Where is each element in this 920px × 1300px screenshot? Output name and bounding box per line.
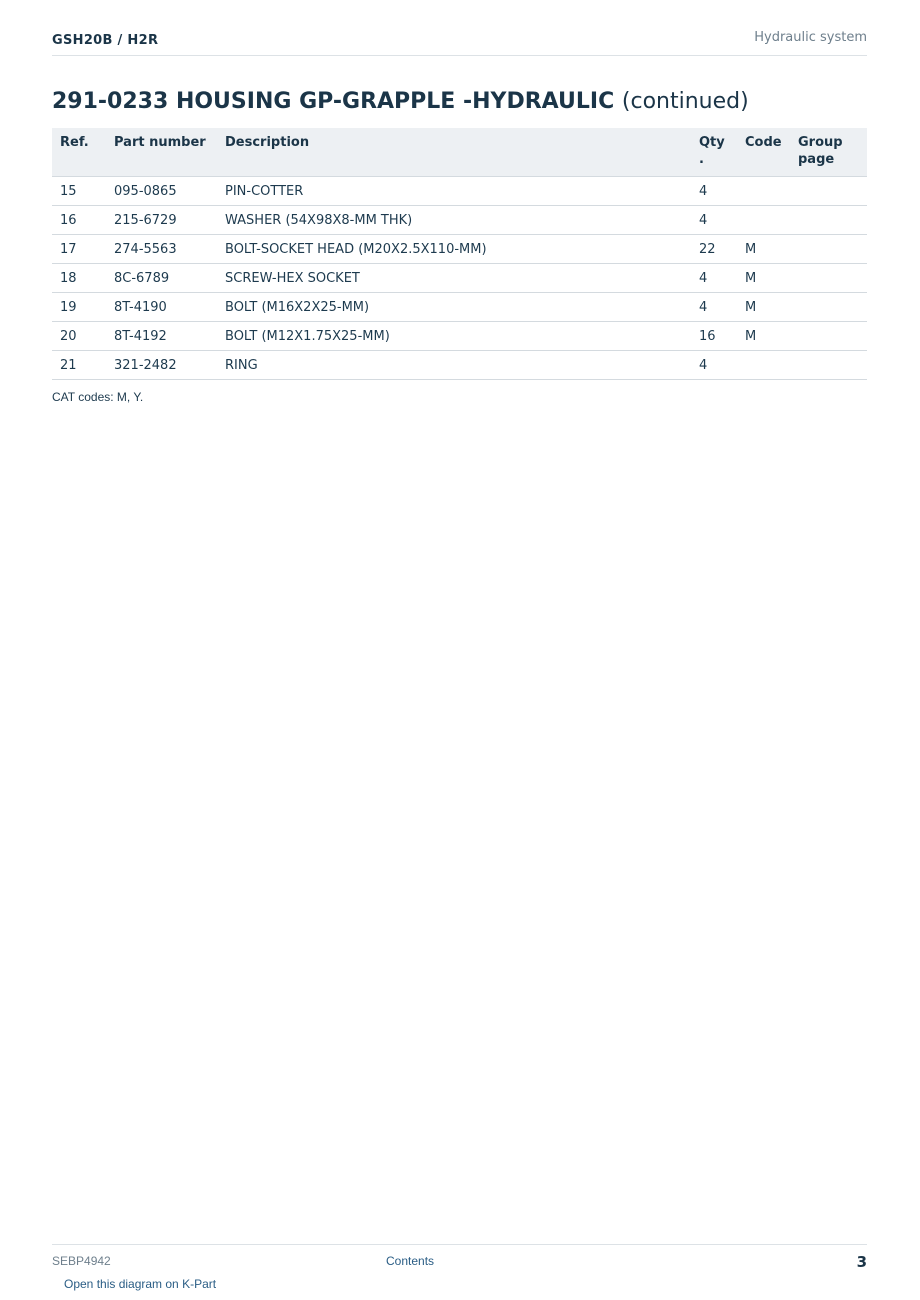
open-in-kpart-link[interactable]: Open this diagram on K-Part (64, 1277, 217, 1291)
cell-description: PIN-COTTER (217, 177, 691, 206)
cell-description: WASHER (54X98X8-MM THK) (217, 206, 691, 235)
model-label: GSH20B / H2R (52, 33, 159, 48)
table-row (52, 177, 867, 206)
page-number: 3 (856, 1253, 867, 1271)
cell-ref: 16 (52, 206, 106, 235)
cell-ref: 21 (52, 351, 106, 380)
cell-group-page (790, 351, 867, 380)
cell-ref: 18 (52, 264, 106, 293)
page-footer (52, 1244, 867, 1275)
cell-qty: 4 (691, 264, 737, 293)
column-header-part-number: Part number (106, 128, 217, 177)
contents-link[interactable]: Contents (386, 1254, 435, 1268)
table-header-row (52, 128, 867, 177)
cell-group-page (790, 177, 867, 206)
cell-code: M (737, 235, 790, 264)
cat-codes-note: CAT codes: M, Y. (52, 390, 144, 404)
cell-ref: 15 (52, 177, 106, 206)
cell-qty: 22 (691, 235, 737, 264)
cell-ref: 20 (52, 322, 106, 351)
column-header-group-page (790, 128, 867, 177)
column-header-description: Description (217, 128, 691, 177)
cell-group-page (790, 264, 867, 293)
table-row (52, 206, 867, 235)
cell-description: BOLT-SOCKET HEAD (M20X2.5X110-MM) (217, 235, 691, 264)
cell-qty: 4 (691, 351, 737, 380)
page-header (52, 29, 867, 56)
cell-qty: 4 (691, 206, 737, 235)
table-row (52, 235, 867, 264)
column-header-ref: Ref. (52, 128, 106, 177)
page-title (52, 89, 749, 114)
title-main: 291-0233 HOUSING GP-GRAPPLE -HYDRAULIC (52, 89, 615, 114)
document-id: SEBP4942 (52, 1254, 111, 1268)
cell-description: RING (217, 351, 691, 380)
table-row (52, 351, 867, 380)
cell-part-number: 274-5563 (106, 235, 217, 264)
cell-ref: 17 (52, 235, 106, 264)
cell-group-page (790, 235, 867, 264)
cell-description: BOLT (M16X2X25-MM) (217, 293, 691, 322)
cell-group-page (790, 293, 867, 322)
cell-code (737, 206, 790, 235)
column-header-qty (691, 128, 737, 177)
cell-description: SCREW-HEX SOCKET (217, 264, 691, 293)
qty-header-line2: . (699, 152, 704, 167)
group-header-line1: Group (798, 135, 843, 150)
cell-code (737, 177, 790, 206)
title-suffix: (continued) (621, 89, 749, 114)
cell-group-page (790, 206, 867, 235)
cell-description: BOLT (M12X1.75X25-MM) (217, 322, 691, 351)
group-header-line2: page (798, 152, 835, 167)
cell-part-number: 321-2482 (106, 351, 217, 380)
column-header-code: Code (737, 128, 790, 177)
cell-code: M (737, 264, 790, 293)
cell-qty: 4 (691, 293, 737, 322)
cell-group-page (790, 322, 867, 351)
cell-qty: 16 (691, 322, 737, 351)
cell-code: M (737, 293, 790, 322)
cell-code (737, 351, 790, 380)
cell-part-number: 095-0865 (106, 177, 217, 206)
cell-part-number: 8C-6789 (106, 264, 217, 293)
cell-qty: 4 (691, 177, 737, 206)
cell-ref: 19 (52, 293, 106, 322)
section-label: Hydraulic system (754, 30, 867, 45)
cell-part-number: 8T-4192 (106, 322, 217, 351)
qty-header-line1: Qty (699, 135, 725, 150)
table-row (52, 322, 867, 351)
parts-table (52, 128, 867, 380)
table-row (52, 264, 867, 293)
cell-code: M (737, 322, 790, 351)
cell-part-number: 215-6729 (106, 206, 217, 235)
cell-part-number: 8T-4190 (106, 293, 217, 322)
table-row (52, 293, 867, 322)
